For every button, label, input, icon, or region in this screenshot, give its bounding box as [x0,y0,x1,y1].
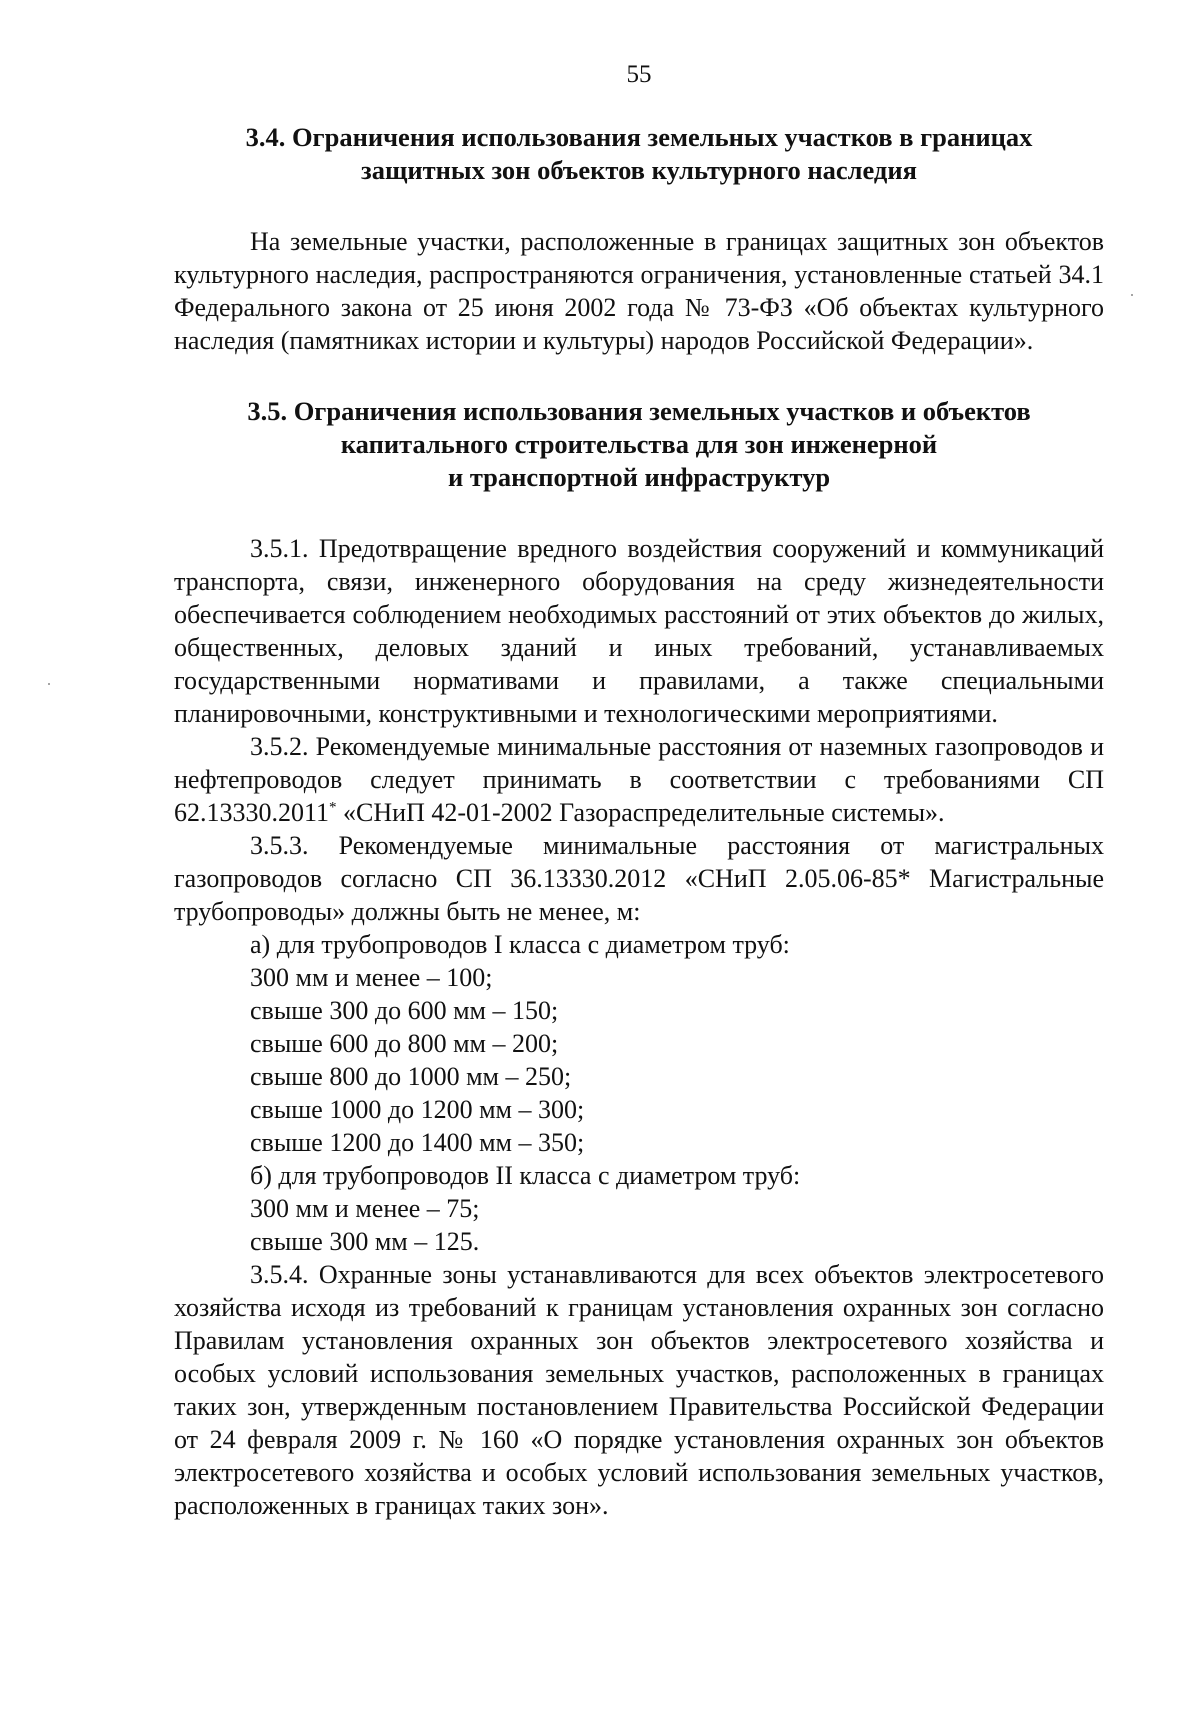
paragraph-3-5-2 [174,730,1104,829]
footnote-asterisk: * [329,799,337,816]
spacer [174,187,1104,225]
list-item: свыше 600 до 800 мм – 200; [250,1029,559,1058]
paragraph-3-5-4: 3.5.4. Охранные зоны устанавливаются для всех объектов электросетевого хозяйства исходя из требований к границам установления охранных зон согласно Правилам установления охранных зон объектов электросетевого хозяйства и особых условий использования земельных участков, расположенных в границах таких зон, утвержденным постановлением Правительства Российской Федерации от 24 февраля 2009 г. № 160 «О порядке установления охранных зон объектов электросетевого хозяйства и особых условий использования земельных участков, расположенных в границах таких зон». [174,1260,1104,1520]
paragraph-3-5-2-text-end: «СНиП 42-01-2002 Газораспределительные системы». [336,798,945,827]
scan-speck [48,683,50,685]
list-item: свыше 300 до 600 мм – 150; [250,996,559,1025]
section-3-4-heading [174,121,1104,187]
section-3-5-heading-line1: 3.5. Ограничения использования земельных участков и объектов [247,396,1031,426]
scan-speck [1131,294,1133,296]
spacer [174,494,1104,532]
paragraph-3-5-3: 3.5.3. Рекомендуемые минимальные расстояния от магистральных газопроводов согласно СП 36.13330.2012 «СНиП 2.05.06-85* Магистральные трубопроводы» должны быть не менее, м: [174,831,1104,926]
section-3-5-heading [174,395,1104,494]
paragraph-3-5-2-text: 3.5.2. Рекомендуемые минимальные расстояния от наземных газопроводов и нефтепроводов следует принимать в соответствии с требованиями СП 62.13330.2011 [174,732,1104,827]
document-page [174,58,1104,1522]
section-3-4-heading-line1: 3.4. Ограничения использования земельных участков в границах [245,122,1033,152]
section-3-4-heading-line2: защитных зон объектов культурного наследия [361,155,917,185]
section-3-5-heading-line2: капитального строительства для зон инженерной [340,429,938,459]
list-item: свыше 1200 до 1400 мм – 350; [250,1128,585,1157]
paragraph-3-5-1: 3.5.1. Предотвращение вредного воздействия сооружений и коммуникаций транспорта, связи, инженерного оборудования на среду жизнедеятельности обеспечивается соблюдением необходимых расстояний от этих объектов до жилых, общественных, деловых зданий и иных требований, устанавливаемых государственными нормативами и правилами, а также специальными планировочными, конструктивными и технологическими мероприятиями. [174,534,1104,728]
section-3-4-paragraph: На земельные участки, расположенные в границах защитных зон объектов культурного наследия, распространяются ограничения, установленные статьей 34.1 Федерального закона от 25 июня 2002 года № 73-ФЗ «Об объектах культурного наследия (памятниках истории и культуры) народов Российской Федерации». [174,227,1104,355]
list-item: свыше 800 до 1000 мм – 250; [250,1062,572,1091]
list-item: 300 мм и менее – 100; [250,963,493,992]
section-3-5-heading-line3: и транспортной инфраструктур [447,462,831,492]
list-item: 300 мм и менее – 75; [250,1194,480,1223]
list-title-class-2: б) для трубопроводов II класса с диаметром труб: [250,1161,801,1190]
page-number: 55 [626,61,652,88]
spacer [174,357,1104,395]
list-item: свыше 300 мм – 125. [250,1227,480,1256]
distance-list-class-1 [174,928,1104,1258]
list-item: свыше 1000 до 1200 мм – 300; [250,1095,585,1124]
list-title-class-1: а) для трубопроводов I класса с диаметром труб: [250,930,790,959]
